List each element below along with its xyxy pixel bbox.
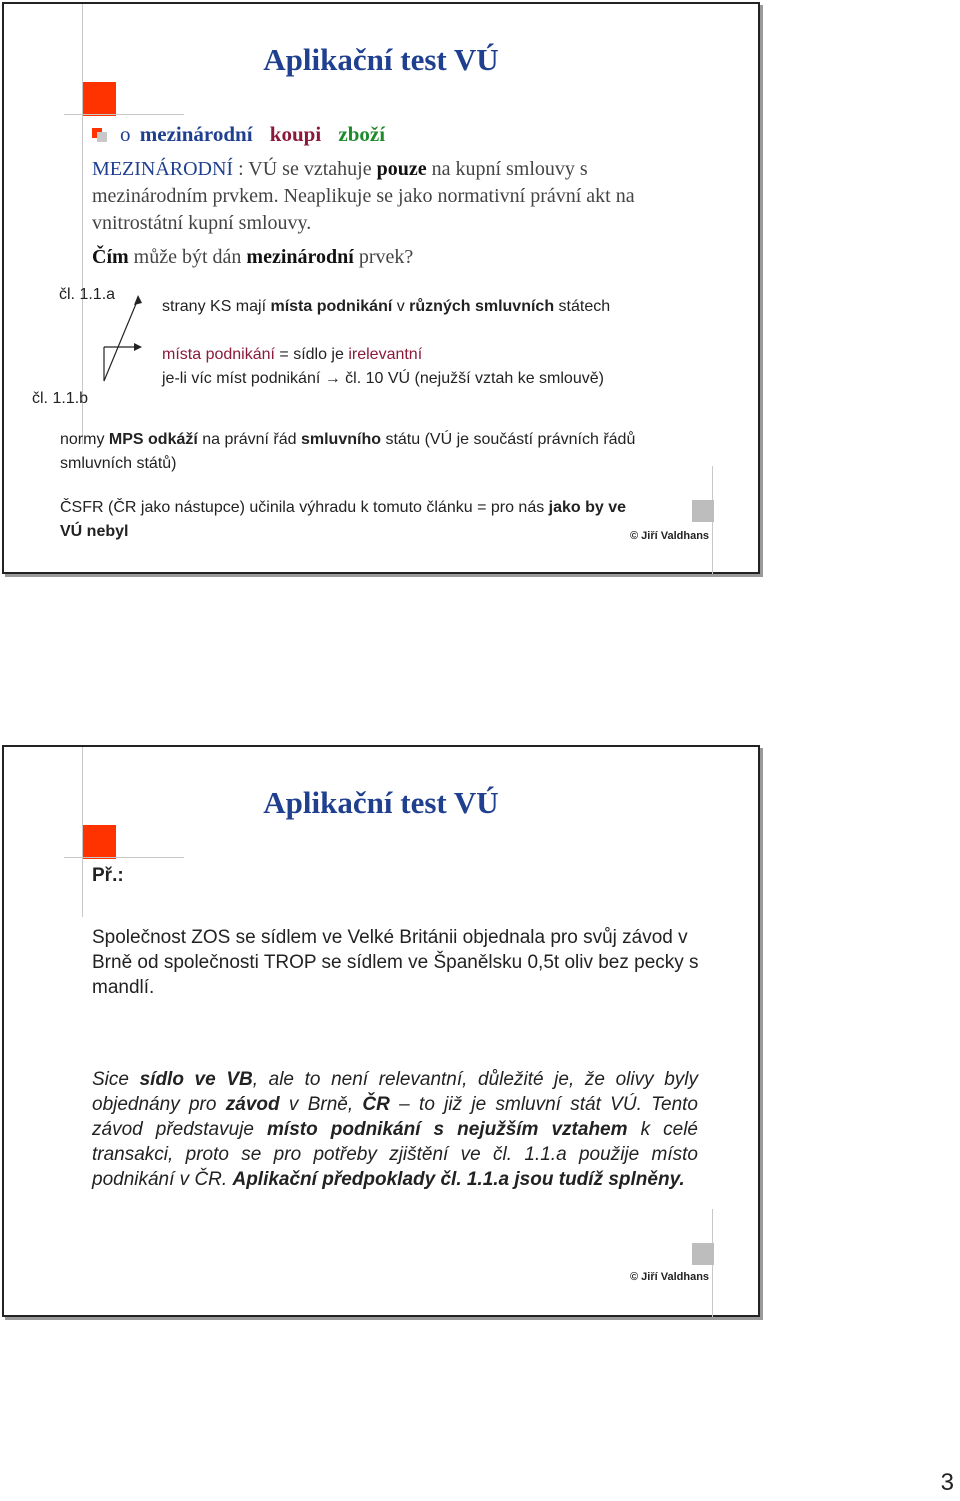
explanation-text: – to již je smluvní stát VÚ. Tento závod představuje <box>92 1094 698 1140</box>
intro-bold: pouze <box>376 158 427 180</box>
line-a-text: strany KS mají <box>162 298 271 315</box>
connector-arrows <box>94 289 154 409</box>
line-a-bold: různých smluvních <box>409 298 555 315</box>
bullet-prefix: o <box>120 122 131 146</box>
slide-1 <box>2 2 760 574</box>
guide-line <box>82 4 83 444</box>
norms-text: na právní řád <box>197 431 301 448</box>
guide-line <box>64 114 184 115</box>
explanation-text: v Brně, <box>279 1094 363 1115</box>
line-b1-term: irelevantní <box>348 346 423 363</box>
question-text: prvek? <box>353 246 414 268</box>
bullet-heading <box>92 122 385 147</box>
red-accent-square <box>82 825 116 859</box>
red-accent-square <box>82 82 116 116</box>
norms-text: normy <box>60 431 109 448</box>
intro-lead: MEZINÁRODNÍ <box>92 158 234 180</box>
csfr-bold: jako by ve VÚ nebyl <box>60 499 627 540</box>
slide-2-title: Aplikační test VÚ <box>263 785 499 820</box>
example-text: Společnost ZOS se sídlem ve Velké Británii objednala pro svůj závod v Brně od společnosti TROP se sídlem ve Španělsku 0,5t oliv bez pecky s mandlí. <box>92 927 699 998</box>
line-a-text: státech <box>554 298 611 315</box>
arrow-head-a <box>134 295 142 305</box>
intro-paragraph <box>92 156 702 237</box>
intro-text: : VÚ se vztahuje <box>233 158 377 180</box>
question-line <box>92 246 413 269</box>
arrow-head-b <box>134 343 142 351</box>
slide-2 <box>2 745 760 1317</box>
line-b2-text: čl. 10 VÚ (nejužší vztah ke smlouvě) <box>340 370 604 387</box>
line-different-states <box>162 298 610 316</box>
explanation-text: k celé transakci, proto se pro potřeby zjištění ve čl. 1.1.a použije místo podnikání v ČR. <box>92 1119 698 1190</box>
grey-accent-square <box>692 1243 714 1265</box>
slide-1-title: Aplikační test VÚ <box>263 42 499 77</box>
line-b1-text: = sídlo je <box>274 346 349 363</box>
norms-bold: MPS odkáží <box>108 431 198 448</box>
explanation-bold: ČR <box>362 1094 390 1115</box>
explanation-bold: místo podnikání s nejužším vztahem <box>267 1119 628 1140</box>
norms-paragraph <box>60 428 640 476</box>
explanation-text: Sice <box>92 1069 140 1090</box>
label-article-1-1-b: čl. 1.1.b <box>32 390 89 407</box>
line-b2-text: je-li víc míst podnikání <box>162 370 325 387</box>
question-bold: Čím <box>92 246 129 268</box>
bullet-word-goods: zboží <box>338 122 386 146</box>
norms-bold: smluvního <box>300 431 381 448</box>
label-article-1-1-a: čl. 1.1.a <box>59 286 116 303</box>
csfr-paragraph <box>60 496 650 544</box>
explanation-text: , ale to není relevantní, důležité je, že olivy byly objednány pro <box>92 1069 698 1115</box>
arrow-line-a <box>104 299 138 381</box>
grey-accent-square <box>692 500 714 522</box>
line-a-text: v <box>392 298 410 315</box>
intro-text: na kupní smlouvy s mezinárodním prvkem. Neaplikuje se jako normativní právní akt na vnitrostátní kupní smlouvy. <box>92 158 635 234</box>
line-multiple-places <box>162 370 604 388</box>
csfr-text: ČSFR (ČR jako nástupce) učinila výhradu k tomuto článku = pro nás <box>60 499 549 516</box>
question-text: může být dán <box>128 246 247 268</box>
bullet-square-icon <box>92 128 110 142</box>
explanation-bold: sídlo ve VB <box>139 1069 253 1090</box>
example-label: Př.: <box>92 865 124 886</box>
explanation-bold: Aplikační předpoklady čl. 1.1.a jsou tudíž splněny. <box>232 1169 685 1190</box>
norms-text: státu (VÚ je součástí právních řádů smluvních států) <box>60 431 636 472</box>
line-a-bold: místa podnikání <box>270 298 393 315</box>
question-bold: mezinárodní <box>246 246 354 268</box>
bullet-word-purchase: koupi <box>269 122 322 146</box>
page-number: 3 <box>940 1469 954 1496</box>
explanation-bold: závod <box>225 1094 280 1115</box>
bullet-word-international: mezinárodní <box>139 122 253 146</box>
guide-line <box>82 747 83 917</box>
guide-line <box>64 857 184 858</box>
line-seat-irrelevant <box>162 346 422 364</box>
right-arrow-icon: → <box>324 370 341 387</box>
example-paragraph <box>92 925 700 1000</box>
copyright-text: © Jiří Valdhans <box>630 530 710 542</box>
copyright-text: © Jiří Valdhans <box>630 1271 710 1283</box>
line-b1-term: místa podnikání <box>162 346 275 363</box>
explanation-paragraph <box>92 1067 698 1192</box>
